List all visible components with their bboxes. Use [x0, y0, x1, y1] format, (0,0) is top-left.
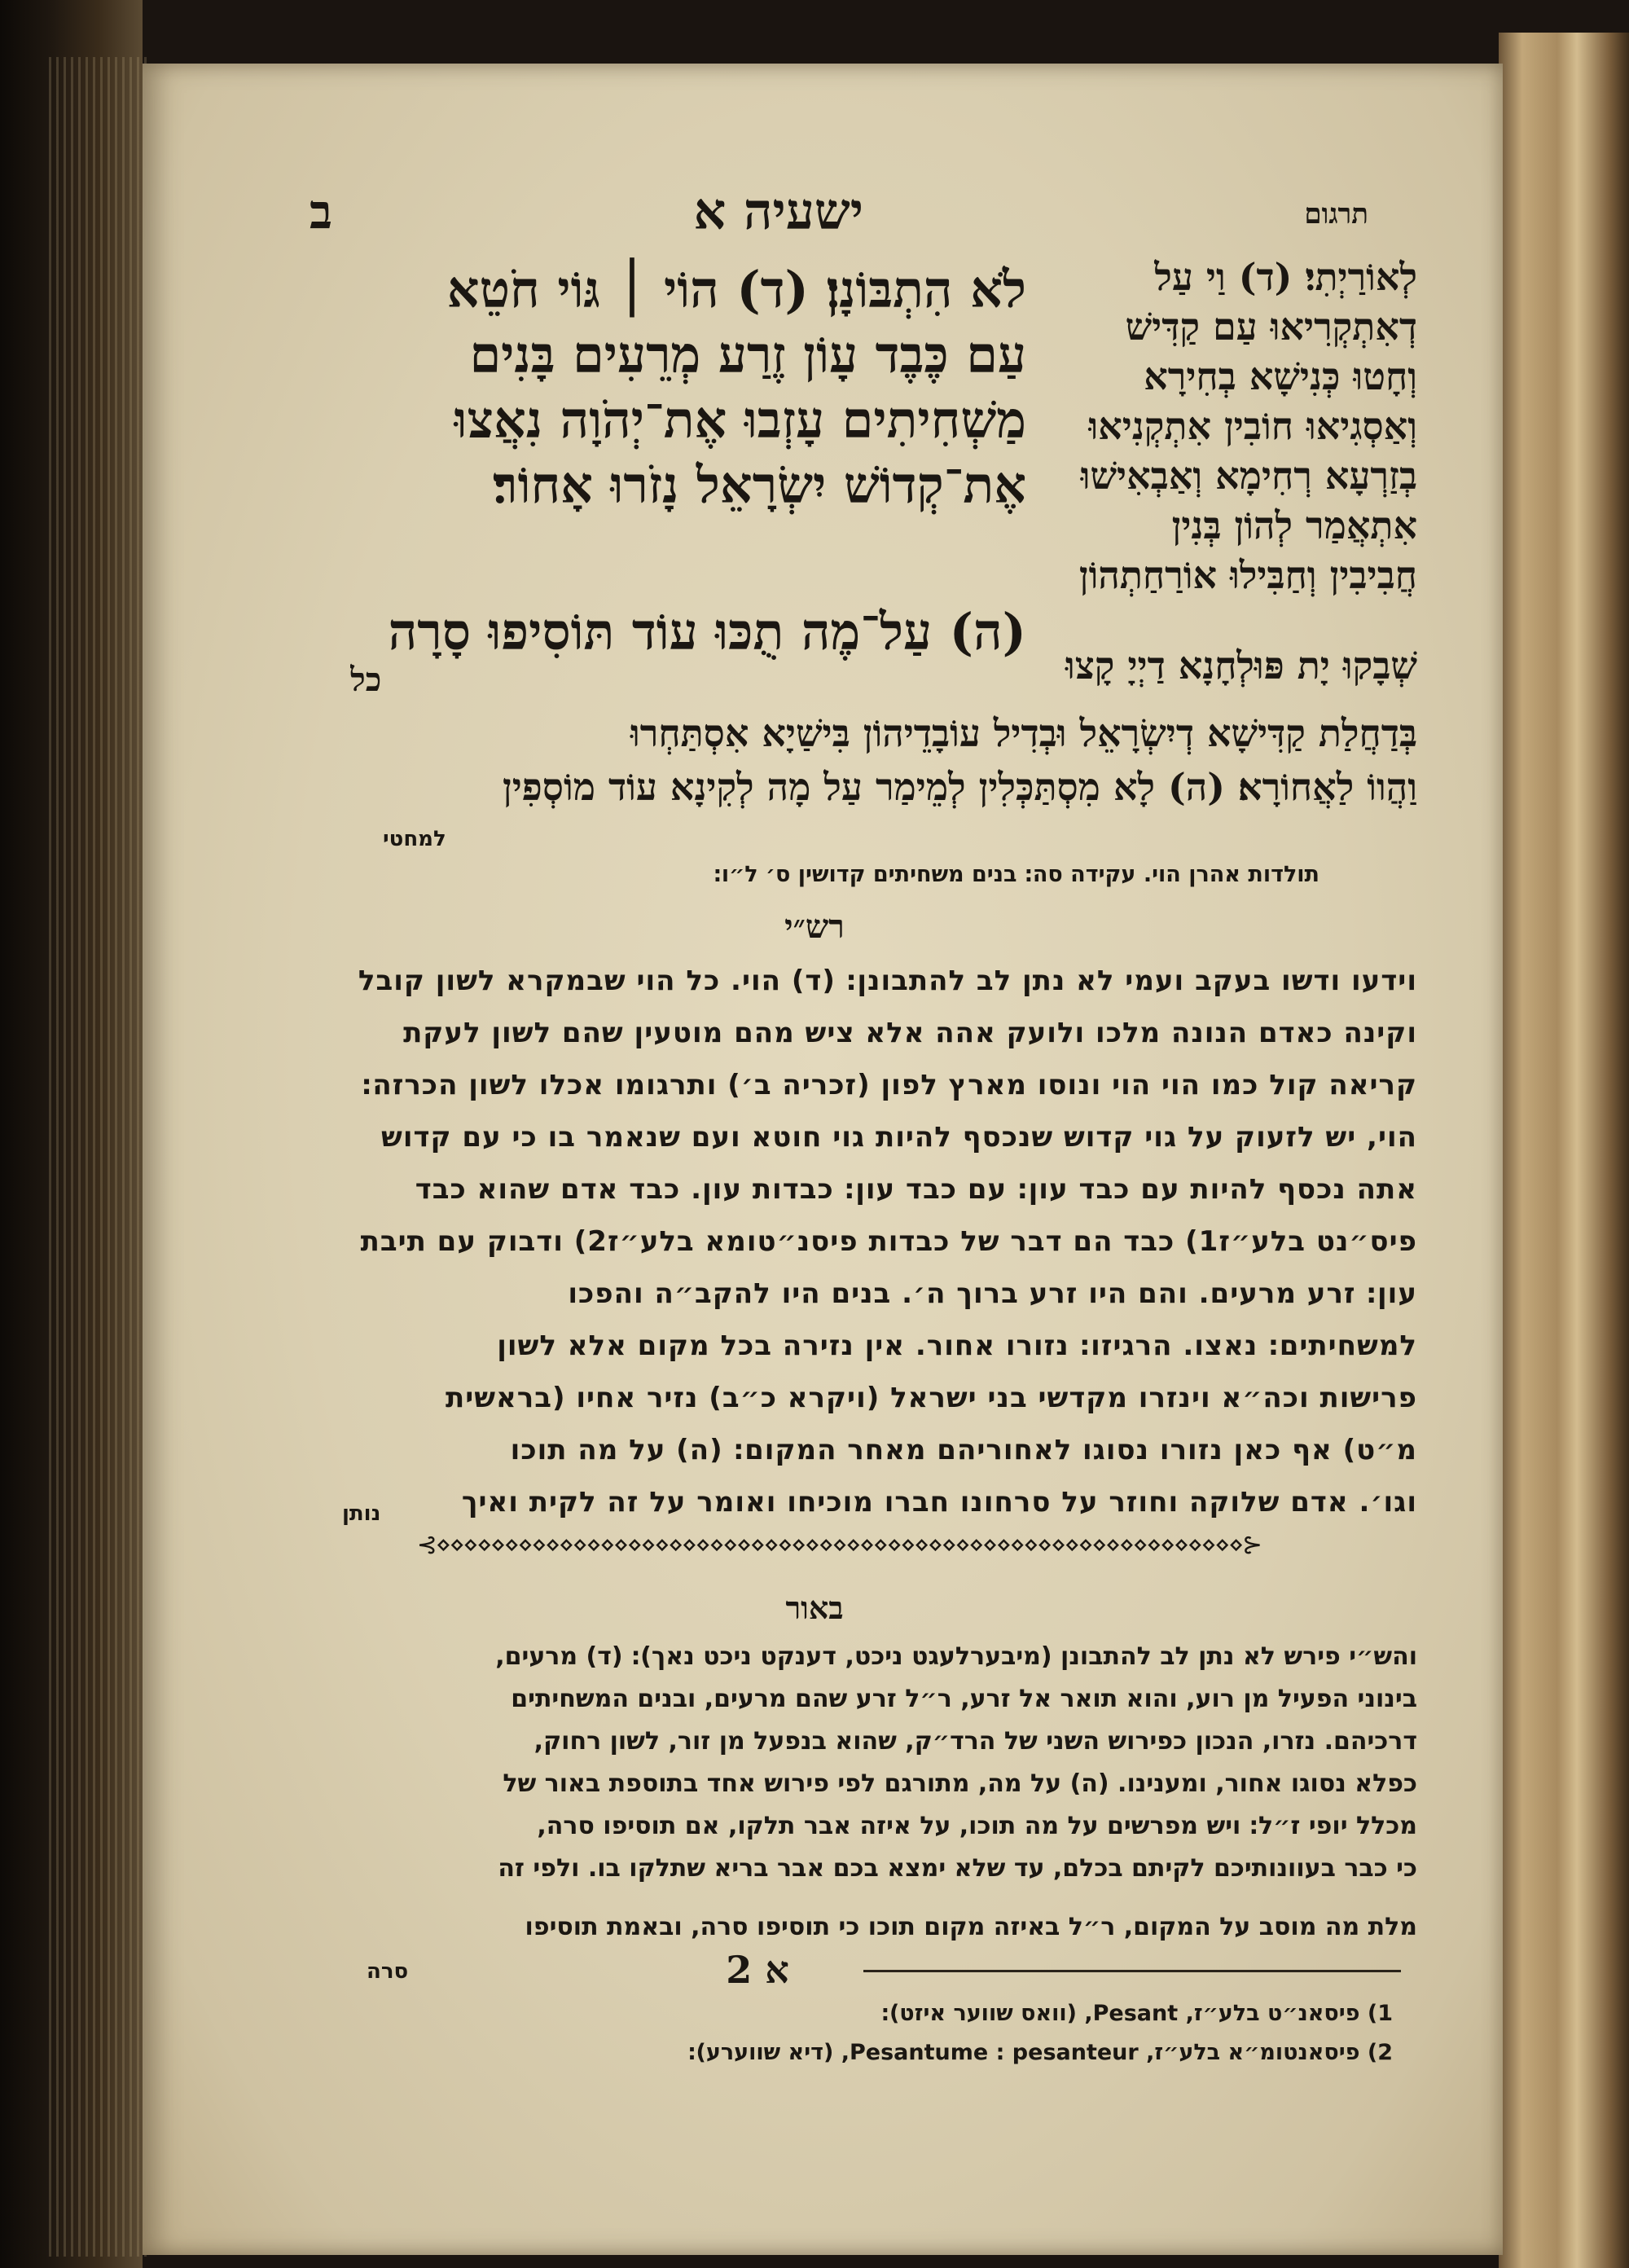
rashi-line: למשחיתים׃ נאצו. הרגיזו׃ נזורו אחור. אין נזירה בכל מקום אלא לשון — [497, 1330, 1417, 1362]
rashi-line: מ״ט) אף כאן נזורו נסוגו לאחוריהם מאחר המקום׃ (ה) על מה תוכו — [510, 1434, 1417, 1466]
page-edges-left — [49, 57, 147, 2257]
toledot-note: תולדות אהרן הוי. עקידה סה׃ בנים משחיתים קדושין ס׳ ל״ו׃ — [713, 862, 1319, 887]
page-edges-right — [1499, 33, 1629, 2268]
verse-line: לֹא הִתְבּוֹנָן׃ (ד) הוֹי ׀ גּוֹי חֹטֵא — [446, 260, 1026, 319]
beur-line: כפלא נסוגו אחור, ומענינו. (ה) על מה, מתורגם לפי פירוש אחד בתוספת באור של — [503, 1769, 1417, 1798]
targum-wide-line: בְּדַחֲלַת קַדִּישָׁא דְיִשְׂרָאֵל וּבְדִיל עוֹבָדֵיהוֹן בִּישַׁיָא אִסְתַּחְרוּ — [630, 711, 1417, 755]
targum-line: חֲבִיבִין וְחַבִּילוּ אוֹרַחַתְהוֹן — [1078, 553, 1417, 597]
verse-line: עַם כֶּבֶד עָוֹן זֶרַע מְרֵעִים בָּנִים — [469, 325, 1026, 385]
targum-catchword: למחטי — [383, 827, 446, 851]
targum-line: שְׁבָקוּ יָת פּוּלְחָנָא דַיְיָ קָצוּ — [1065, 644, 1417, 688]
section-label: תרגום — [1304, 198, 1368, 231]
beur-line: מלת מה מוסב על המקום, ר״ל באיזה מקום תוכו כי תוסיפו סרה, ובאמת תוסיפו — [525, 1913, 1417, 1941]
rashi-line: וגו׳. אדם שלוקה וחוזר על סרחונו חברו מוכיחו ואומר על זה לקית ואיך — [461, 1486, 1417, 1519]
targum-line: דְאִתְקְרִיאוּ עַם קַדִּישׁ — [1125, 305, 1417, 349]
targum-line: לְאוֹרַיְתִי׃ (ד) וַי עַל — [1154, 255, 1417, 299]
targum-line: וְחָטוּ כְּנִישָׁא בְחִירָא — [1144, 354, 1417, 398]
beur-catchword: סרה — [367, 1959, 409, 1984]
targum-line: וְאַסְגִיאוּ חוֹבִין אִתְקְנִיאוּ — [1088, 404, 1417, 448]
rashi-line: פיס״נט בלע״ז1) כבד הם דבר של כבדות פיסנ״טומא בלע״ז2) ודבוק עם תיבת — [360, 1225, 1417, 1258]
footnote: 1) פיסאנ״ט בלע״ז, Pesant, (וואס שווער איזט)׃ — [880, 2001, 1393, 2026]
targum-line: אִתְאֲמַר לְהוֹן בְּנִין — [1171, 503, 1417, 547]
rashi-line: הוי, יש לזעוק על גוי קדוש שנכסף להיות גוי חוטא ועם שנאמר בו כי עם קדוש — [381, 1121, 1417, 1154]
beur-line: כי כבר בעוונותיכם לקיתם בכלם, עד שלא ימצא בכם אבר בריא שתלקו בו. ולפי זה — [498, 1854, 1417, 1883]
verse-line: אֶת־קְדוֹשׁ יִשְׂרָאֵל נָזֹרוּ אָחוֹר׃ — [493, 455, 1026, 515]
verse-line: (ה) עַל־מֶה תֻכּוּ עוֹד תּוֹסִיפוּ סָרָה — [388, 602, 1026, 662]
footnote: 2) פיסאנטומ״א בלע״ז, Pesantume : pesanteur, (דיא שווערע)׃ — [687, 2040, 1393, 2065]
rashi-title: רש״י — [784, 908, 845, 946]
rashi-line: וידעו ודשו בעקב ועמי לא נתן לב להתבונן׃ (ד) הוי. כל הוי שבמקרא לשון קובל — [358, 965, 1417, 997]
beur-line: דרכיהם. נזרו, הנכון כפירוש השני של הרד״ק, שהוא בנפעל מן זור, לשון רחוק, — [533, 1727, 1417, 1756]
beur-line: מכלל יופי ז״ל׃ ויש מפרשים על מה תוכו, על איזה אבר תלקו, אם תוסיפו סרה, — [537, 1812, 1417, 1840]
targum-line: בְזַרְעָא רְחִימָא וְאַבְאִישׁוּ — [1080, 454, 1417, 498]
book-title: ישעיה א — [693, 182, 863, 241]
page-letter: ב — [310, 184, 332, 240]
verse-line: מַשְׁחִיתִים עָזְבוּ אֶת־יְהֹוָה נִאֲצוּ — [454, 390, 1026, 450]
signature-mark: א 2 — [726, 1948, 789, 1992]
beur-title: באור — [785, 1589, 844, 1626]
rashi-line: פרישות וכה״א וינזרו מקדשי בני ישראל (ויקרא כ״ב) נזיר אחיו (בראשית — [445, 1382, 1417, 1414]
footnote-rule — [863, 1970, 1401, 1972]
rashi-catchword: נותן — [342, 1501, 381, 1526]
ornamental-divider: ⊰⋄⋄⋄⋄⋄⋄⋄⋄⋄⋄⋄⋄⋄⋄⋄⋄⋄⋄⋄⋄⋄⋄⋄⋄⋄⋄⋄⋄⋄⋄⋄⋄⋄⋄⋄⋄⋄⋄⋄⋄⋄⋄⋄⋄⋄⋄⋄⋄⋄⋄⋄⋄⋄⋄⋄⋄⋄⋄⋄⊱ — [416, 1532, 1262, 1559]
rashi-line: אתה נכסף להיות עם כבד עון׃ עם כבד עון׃ כבדות עון. כבד אדם שהוא כבד — [415, 1173, 1417, 1206]
beur-line: בינוני הפעיל מן רוע, והוא תואר אל זרע, ר״ל זרע שהם מרעים, ובנים המשחיתים — [511, 1685, 1417, 1713]
rashi-line: וקינה כאדם הנונה מלכו ולועק אהה אלא ציש מהם מוטעין שהם לשון לעקת — [403, 1017, 1417, 1049]
targum-wide-line: וַהֲווֹ לַאֲחוֹרָא׃ (ה) לָא מִסְתַּכְּלִין לְמֵימַר עַל מָה לְקִינָא עוֹד מוֹסְפִין — [502, 765, 1417, 809]
rashi-line: עון׃ זרע מרעים. והם היו זרע ברוך ה׳. בנים היו להקב״ה והפכו — [568, 1277, 1417, 1310]
beur-line: והש״י פירש לא נתן לב להתבונן (מיבערלעגט ניכט, דענקט ניכט נאך)׃ (ד) מרעים, — [495, 1642, 1417, 1671]
verse-catchword: כל — [350, 661, 382, 699]
rashi-line: קריאה קול כמו הוי הוי ונוסו מארץ לפון (זכריה ב׳) ותרגומו אכלו לשון הכרזה׃ — [361, 1069, 1417, 1101]
